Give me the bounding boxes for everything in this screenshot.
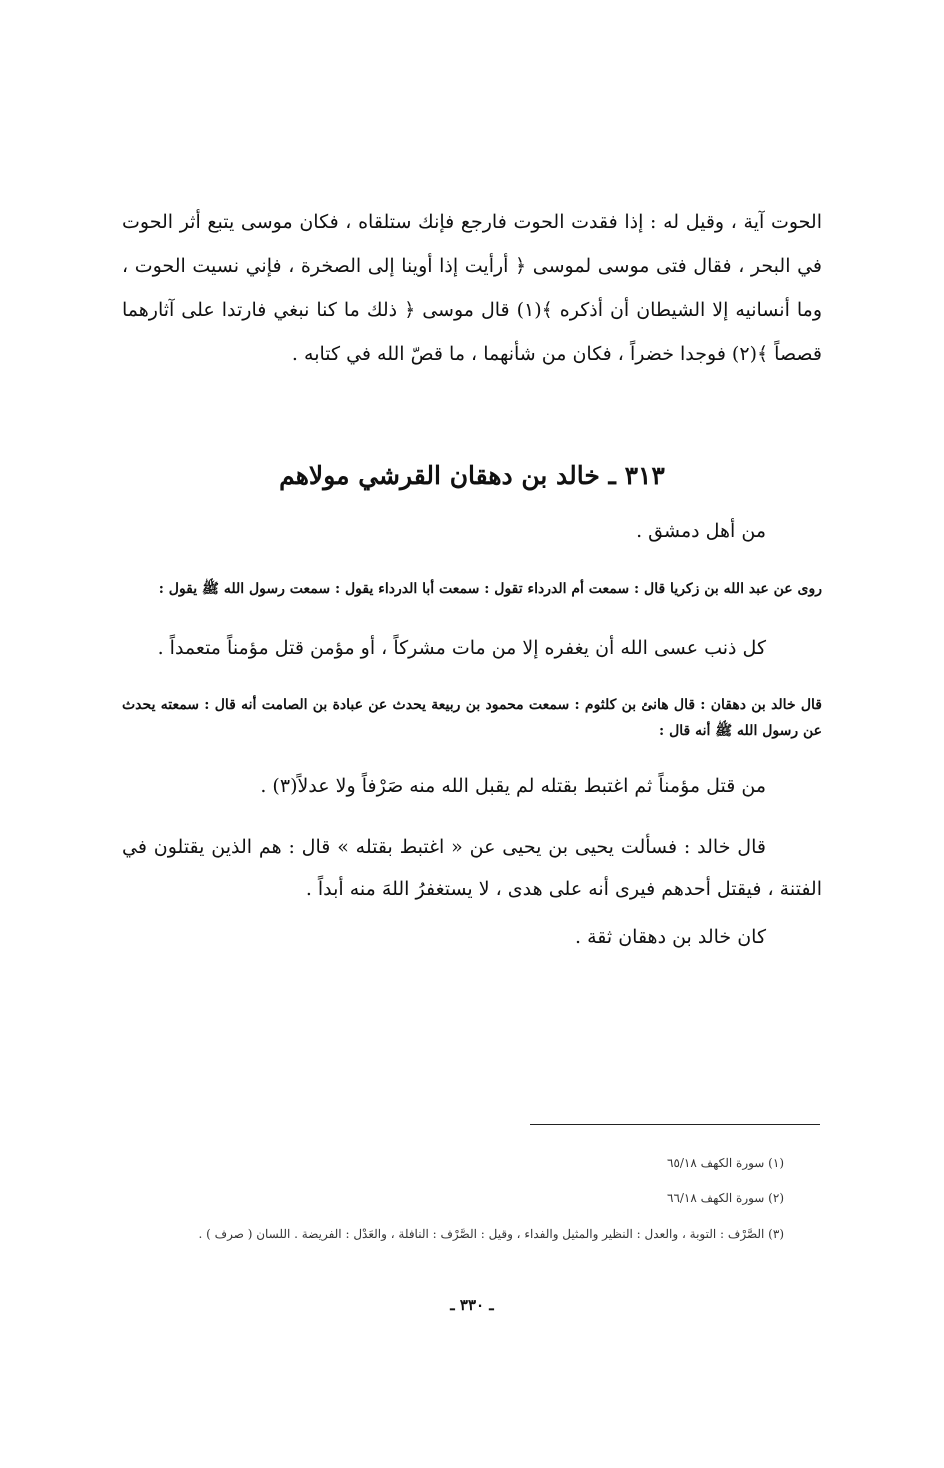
hadith-2: من قتل مؤمناً ثم اغتبط بقتله لم يقبل الله منه صَرْفاً ولا عدلاً(٣) . [260, 775, 766, 797]
footnote-2: (٢) سورة الكهف ٦٦/١٨ [667, 1191, 784, 1205]
hadith-1: كل ذنب عسى الله أن يغفره إلا من مات مشركاً ، أو مؤمن قتل مؤمناً متعمداً . [157, 637, 766, 659]
isnad-2: قال خالد بن دهقان : قال هانئ بن كلثوم : سمعت محمود بن ربيعة يحدث عن عبادة بن الصامت أنه قال : سمعته يحدث عن رسول الله ﷺ أنه قال : [122, 697, 822, 739]
footnote-1: (١) سورة الكهف ٦٥/١٨ [667, 1156, 784, 1170]
isnad-1: روى عن عبد الله بن زكريا قال : سمعت أم الدرداء تقول : سمعت أبا الدرداء يقول : سمعت رسول الله ﷺ يقول : [158, 581, 822, 597]
entry-heading: ٣١٣ ـ خالد بن دهقان القرشي مولاهم [279, 461, 665, 490]
grading-line: كان خالد بن دهقان ثقة . [575, 926, 766, 948]
footnote-3: (٣) الصَّرْف : التوبة ، والعدل : النظير والمثيل والفداء ، وقيل : الصَّرْف : النافلة ، والعَدْل : الفريضة . اللسان ( صرف ) . [198, 1227, 784, 1241]
footnote-divider [530, 1124, 820, 1125]
origin-line: من أهل دمشق . [636, 520, 766, 542]
commentary-paragraph: قال خالد : فسألت يحيى بن يحيى عن « اغتبط بقتله » قال : هم الذين يقتلون في الفتنة ، فيقتل أحدهم فيرى أنه على هدى ، لا يستغفرُ اللهَ منه أبداً . [122, 836, 822, 900]
page-number: ـ ٣٣٠ ـ [450, 1296, 494, 1314]
intro-paragraph: الحوت آية ، وقيل له : إذا فقدت الحوت فارجع فإنك ستلقاه ، فكان موسى يتبع أثر الحوت في البحر ، فقال فتى موسى لموسى ﴿ أرأيت إذا أوينا إلى الصخرة ، فإني نسيت الحوت ، وما أنسانيه إلا الشيطان أن أذكره ﴾(١) قال موسى ﴿ ذلك ما كنا نبغي فارتدا على آثارهما قصصاً ﴾(٢) فوجدا خضراً ، فكان من شأنهما ، ما قصّ الله في كتابه . [122, 211, 822, 365]
